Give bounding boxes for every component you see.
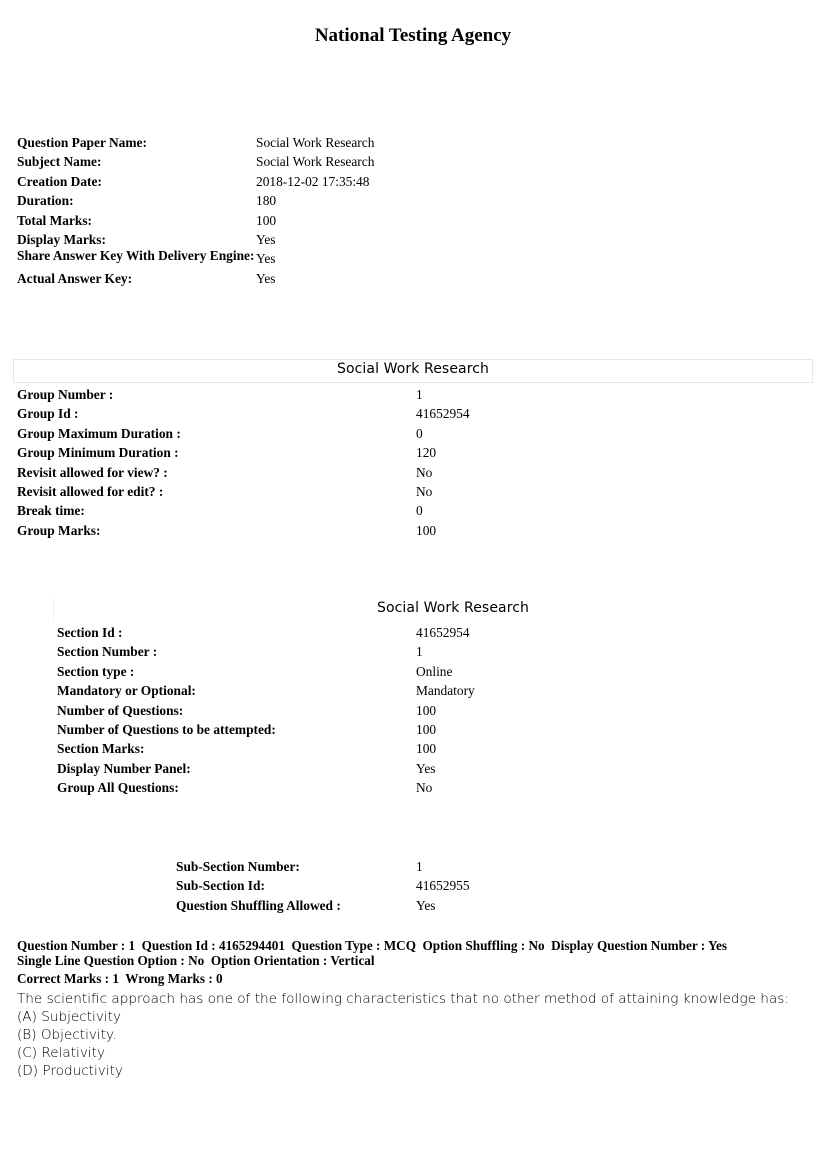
field-value: 0: [416, 503, 423, 519]
field-label: Number of Questions to be attempted:: [57, 722, 276, 738]
field-value: Social Work Research: [256, 135, 375, 150]
field-value: 1: [416, 387, 423, 402]
field-label: Break time:: [17, 503, 85, 519]
field-label: Group Id :: [17, 406, 79, 422]
field-label: Display Marks:: [17, 232, 106, 248]
group-info-row: [17, 424, 470, 443]
field-label: Question Paper Name:: [17, 135, 147, 150]
section-info-row: [57, 778, 475, 797]
group-info-table: [17, 385, 470, 540]
field-value: Online: [416, 663, 453, 679]
field-label: Section Number :: [57, 644, 158, 660]
subsection-info-row: [176, 896, 470, 915]
question-meta: [17, 939, 807, 968]
field-value: No: [416, 484, 433, 500]
paper-info-row: [17, 191, 374, 210]
field-value: 100: [256, 212, 277, 228]
field-label: Group Minimum Duration :: [17, 445, 179, 461]
field-label: Mandatory or Optional:: [57, 683, 196, 699]
question-text: The scientific approach has one of the following characteristics that no other method of attaining knowledge has:: [17, 991, 789, 1007]
option-a: (A) Subjectivity: [17, 1009, 122, 1025]
field-value: Yes: [416, 760, 436, 776]
field-value: 100: [416, 741, 437, 757]
field-value: Yes: [256, 232, 276, 248]
field-label: Group Number :: [17, 387, 114, 402]
field-value: 100: [416, 522, 437, 538]
field-value: Yes: [256, 251, 276, 267]
section-info-row: [57, 701, 475, 720]
section-info-row: [57, 681, 475, 700]
page-title: National Testing Agency: [314, 25, 512, 46]
field-value: 0: [416, 425, 423, 441]
paper-info-table: [17, 133, 374, 289]
section-info-row: [57, 623, 475, 642]
section-title: Social Work Research: [376, 600, 530, 616]
subsection-info-table: [176, 857, 470, 915]
paper-info-row: [17, 230, 374, 249]
field-value: No: [416, 464, 433, 480]
field-label: Duration:: [17, 193, 74, 209]
field-label: Revisit allowed for view? :: [17, 464, 168, 480]
field-value: 100: [416, 722, 437, 738]
field-label: Actual Answer Key:: [17, 271, 133, 287]
field-label: Group Maximum Duration :: [17, 425, 181, 441]
field-label: Total Marks:: [17, 212, 93, 228]
group-title: Social Work Research: [336, 361, 490, 377]
option-c: (C) Relativity: [17, 1045, 106, 1061]
group-info-row: [17, 501, 470, 520]
subsection-info-row: [176, 876, 470, 895]
field-value: 180: [256, 193, 277, 209]
paper-info-row: [17, 249, 374, 269]
group-info-row: [17, 404, 470, 423]
field-label: Revisit allowed for edit? :: [17, 484, 164, 500]
field-value: 1: [416, 859, 423, 874]
group-info-row: [17, 482, 470, 501]
field-label: Display Number Panel:: [57, 760, 191, 776]
field-value: Mandatory: [416, 683, 475, 699]
question-meta-line: Question Number : 1 Question Id : 4165294401 Question Type : MCQ Option Shuffling : No Display Question Number : Yes: [17, 938, 727, 953]
field-label: Creation Date:: [17, 173, 102, 189]
field-label: Section type :: [57, 663, 135, 679]
field-label: Number of Questions:: [57, 702, 184, 718]
field-value: 1: [416, 644, 423, 660]
field-label: Section Id :: [57, 625, 123, 640]
field-value: No: [416, 780, 433, 796]
paper-info-row: [17, 172, 374, 191]
field-value: 100: [416, 702, 437, 718]
paper-info-row: [17, 133, 374, 152]
field-value: 2018-12-02 17:35:48: [256, 173, 370, 189]
section-info-row: [57, 642, 475, 661]
group-info-row: [17, 521, 470, 540]
question-body: [17, 990, 807, 1080]
field-value: 41652954: [416, 625, 470, 640]
question-marks: Correct Marks : 1 Wrong Marks : 0: [17, 971, 223, 986]
field-label: Sub-Section Number:: [176, 859, 300, 874]
field-value: Yes: [256, 271, 276, 287]
field-label: Subject Name:: [17, 154, 102, 170]
paper-info-row: [17, 211, 374, 230]
field-value: Social Work Research: [256, 154, 375, 170]
section-info-row: [57, 759, 475, 778]
question-meta-line: Single Line Question Option : No Option Orientation : Vertical: [17, 952, 375, 968]
field-label: Share Answer Key With Delivery Engine:: [17, 248, 255, 264]
subsection-info-row: [176, 857, 470, 876]
group-info-row: [17, 463, 470, 482]
group-info-row: [17, 443, 470, 462]
section-info-row: [57, 739, 475, 758]
paper-info-row: [17, 269, 374, 288]
field-value: Yes: [416, 897, 436, 913]
group-info-row: [17, 385, 470, 404]
field-value: 41652954: [416, 406, 470, 422]
field-label: Sub-Section Id:: [176, 878, 265, 894]
option-b: (B) Objectivity.: [17, 1027, 117, 1043]
field-label: Question Shuffling Allowed :: [176, 897, 341, 913]
paper-info-row: [17, 152, 374, 171]
section-info-table: [57, 623, 475, 798]
field-value: 41652955: [416, 878, 470, 894]
field-label: Group Marks:: [17, 522, 101, 538]
section-info-row: [57, 662, 475, 681]
field-label: Section Marks:: [57, 741, 145, 757]
option-d: (D) Productivity: [17, 1063, 123, 1079]
section-info-row: [57, 720, 475, 739]
field-label: Group All Questions:: [57, 780, 179, 796]
field-value: 120: [416, 445, 437, 461]
